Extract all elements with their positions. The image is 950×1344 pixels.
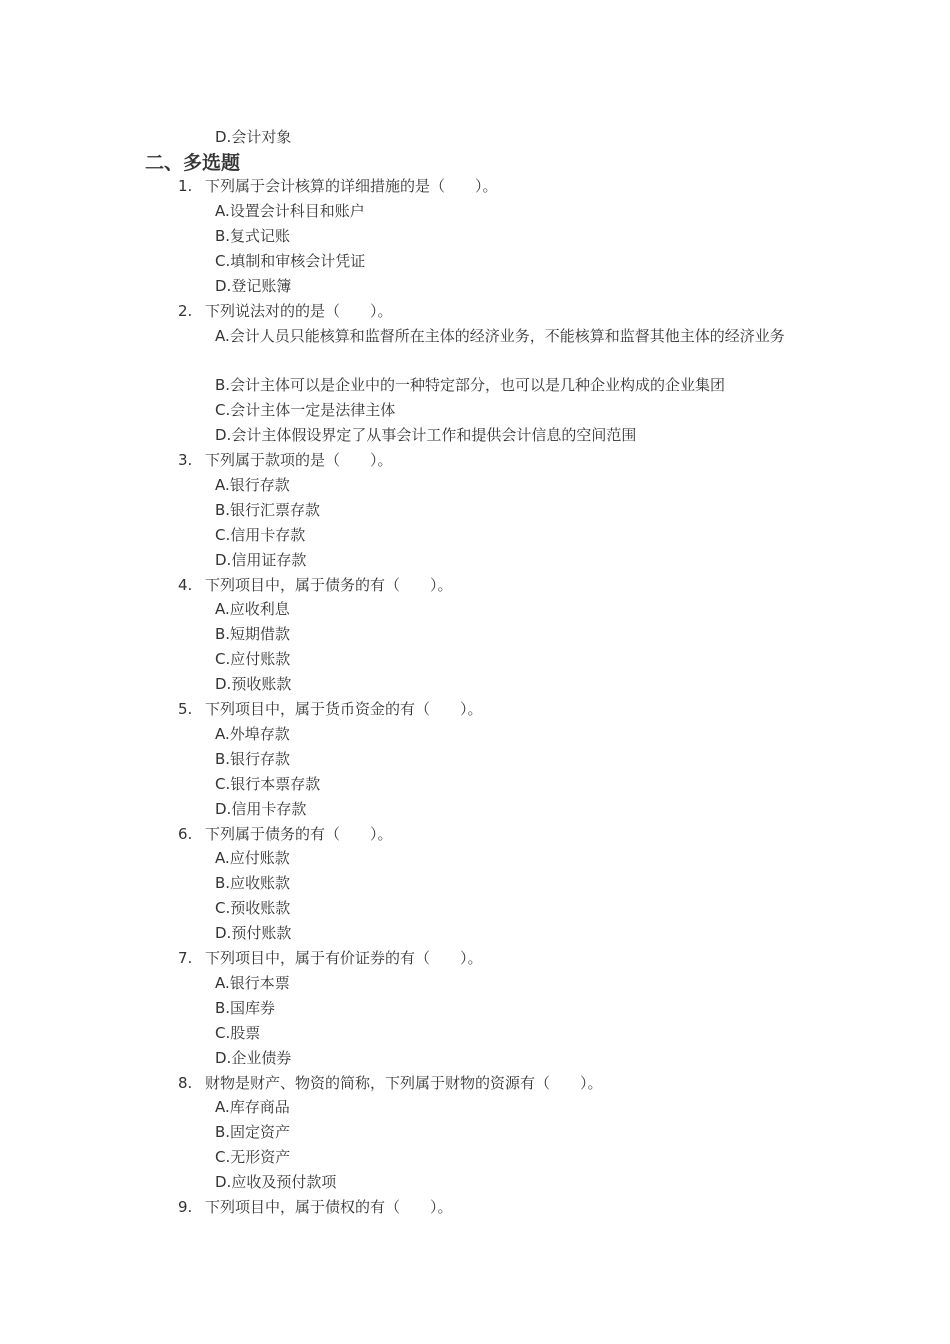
question-text: 财物是财产、物资的简称，下列属于财物的资源有（ ）。 bbox=[205, 1074, 603, 1092]
question-number: 6. bbox=[178, 825, 193, 843]
option-c: C.股票 bbox=[215, 1024, 261, 1042]
option-b: B.会计主体可以是企业中的一种特定部分，也可以是几种企业构成的企业集团 bbox=[215, 376, 726, 394]
question-text: 下列项目中，属于债务的有（ ）。 bbox=[205, 576, 453, 594]
question-number: 7. bbox=[178, 949, 193, 967]
section-title: 二、多选题 bbox=[145, 152, 241, 174]
option-a: A.外埠存款 bbox=[215, 725, 290, 743]
option-b: B.短期借款 bbox=[215, 625, 291, 643]
question-number: 9. bbox=[178, 1198, 193, 1216]
option-c: C.银行本票存款 bbox=[215, 775, 321, 793]
option-b: B.复式记账 bbox=[215, 227, 291, 245]
option-a: A.设置会计科目和账户 bbox=[215, 202, 365, 220]
option-a: A.会计人员只能核算和监督所在主体的经济业务，不能核算和监督其他主体的经济业务 bbox=[215, 327, 785, 345]
question-text: 下列项目中，属于货币资金的有（ ）。 bbox=[205, 700, 483, 718]
option-d: D.预收账款 bbox=[215, 675, 292, 693]
question-number: 1. bbox=[178, 177, 193, 195]
question-text: 下列说法对的的是（ ）。 bbox=[205, 302, 393, 320]
option-b: B.国库券 bbox=[215, 999, 276, 1017]
option-c: C.会计主体一定是法律主体 bbox=[215, 401, 396, 419]
option-d: D.应收及预付款项 bbox=[215, 1173, 337, 1191]
question-number: 8. bbox=[178, 1074, 193, 1092]
option-d: D.信用卡存款 bbox=[215, 800, 307, 818]
question-text: 下列属于款项的是（ ）。 bbox=[205, 451, 393, 469]
option-b: B.银行汇票存款 bbox=[215, 501, 321, 519]
option-c: C.信用卡存款 bbox=[215, 526, 306, 544]
option-c: C.无形资产 bbox=[215, 1148, 291, 1166]
question-text: 下列属于会计核算的详细措施的是（ ）。 bbox=[205, 177, 498, 195]
option-a: A.库存商品 bbox=[215, 1098, 290, 1116]
option-b: B.银行存款 bbox=[215, 750, 291, 768]
question-text: 下列项目中，属于有价证券的有（ ）。 bbox=[205, 949, 483, 967]
option-a: A.银行本票 bbox=[215, 974, 290, 992]
option-c: C.预收账款 bbox=[215, 899, 291, 917]
carry-over-option: D.会计对象 bbox=[215, 128, 292, 146]
option-d: D.信用证存款 bbox=[215, 551, 307, 569]
option-d: D.登记账簿 bbox=[215, 277, 292, 295]
question-text: 下列项目中，属于债权的有（ ）。 bbox=[205, 1198, 453, 1216]
option-a: A.应付账款 bbox=[215, 849, 290, 867]
question-number: 5. bbox=[178, 700, 193, 718]
option-b: B.应收账款 bbox=[215, 874, 291, 892]
option-b: B.固定资产 bbox=[215, 1123, 291, 1141]
option-a: A.银行存款 bbox=[215, 476, 290, 494]
question-number: 3. bbox=[178, 451, 193, 469]
option-c: C.应付账款 bbox=[215, 650, 291, 668]
question-number: 2. bbox=[178, 302, 193, 320]
question-text: 下列属于债务的有（ ）。 bbox=[205, 825, 393, 843]
option-d: D.企业债券 bbox=[215, 1049, 292, 1067]
question-number: 4. bbox=[178, 576, 193, 594]
option-d: D.预付账款 bbox=[215, 924, 292, 942]
option-c: C.填制和审核会计凭证 bbox=[215, 252, 366, 270]
option-a: A.应收利息 bbox=[215, 600, 290, 618]
option-d: D.会计主体假设界定了从事会计工作和提供会计信息的空间范围 bbox=[215, 426, 637, 444]
